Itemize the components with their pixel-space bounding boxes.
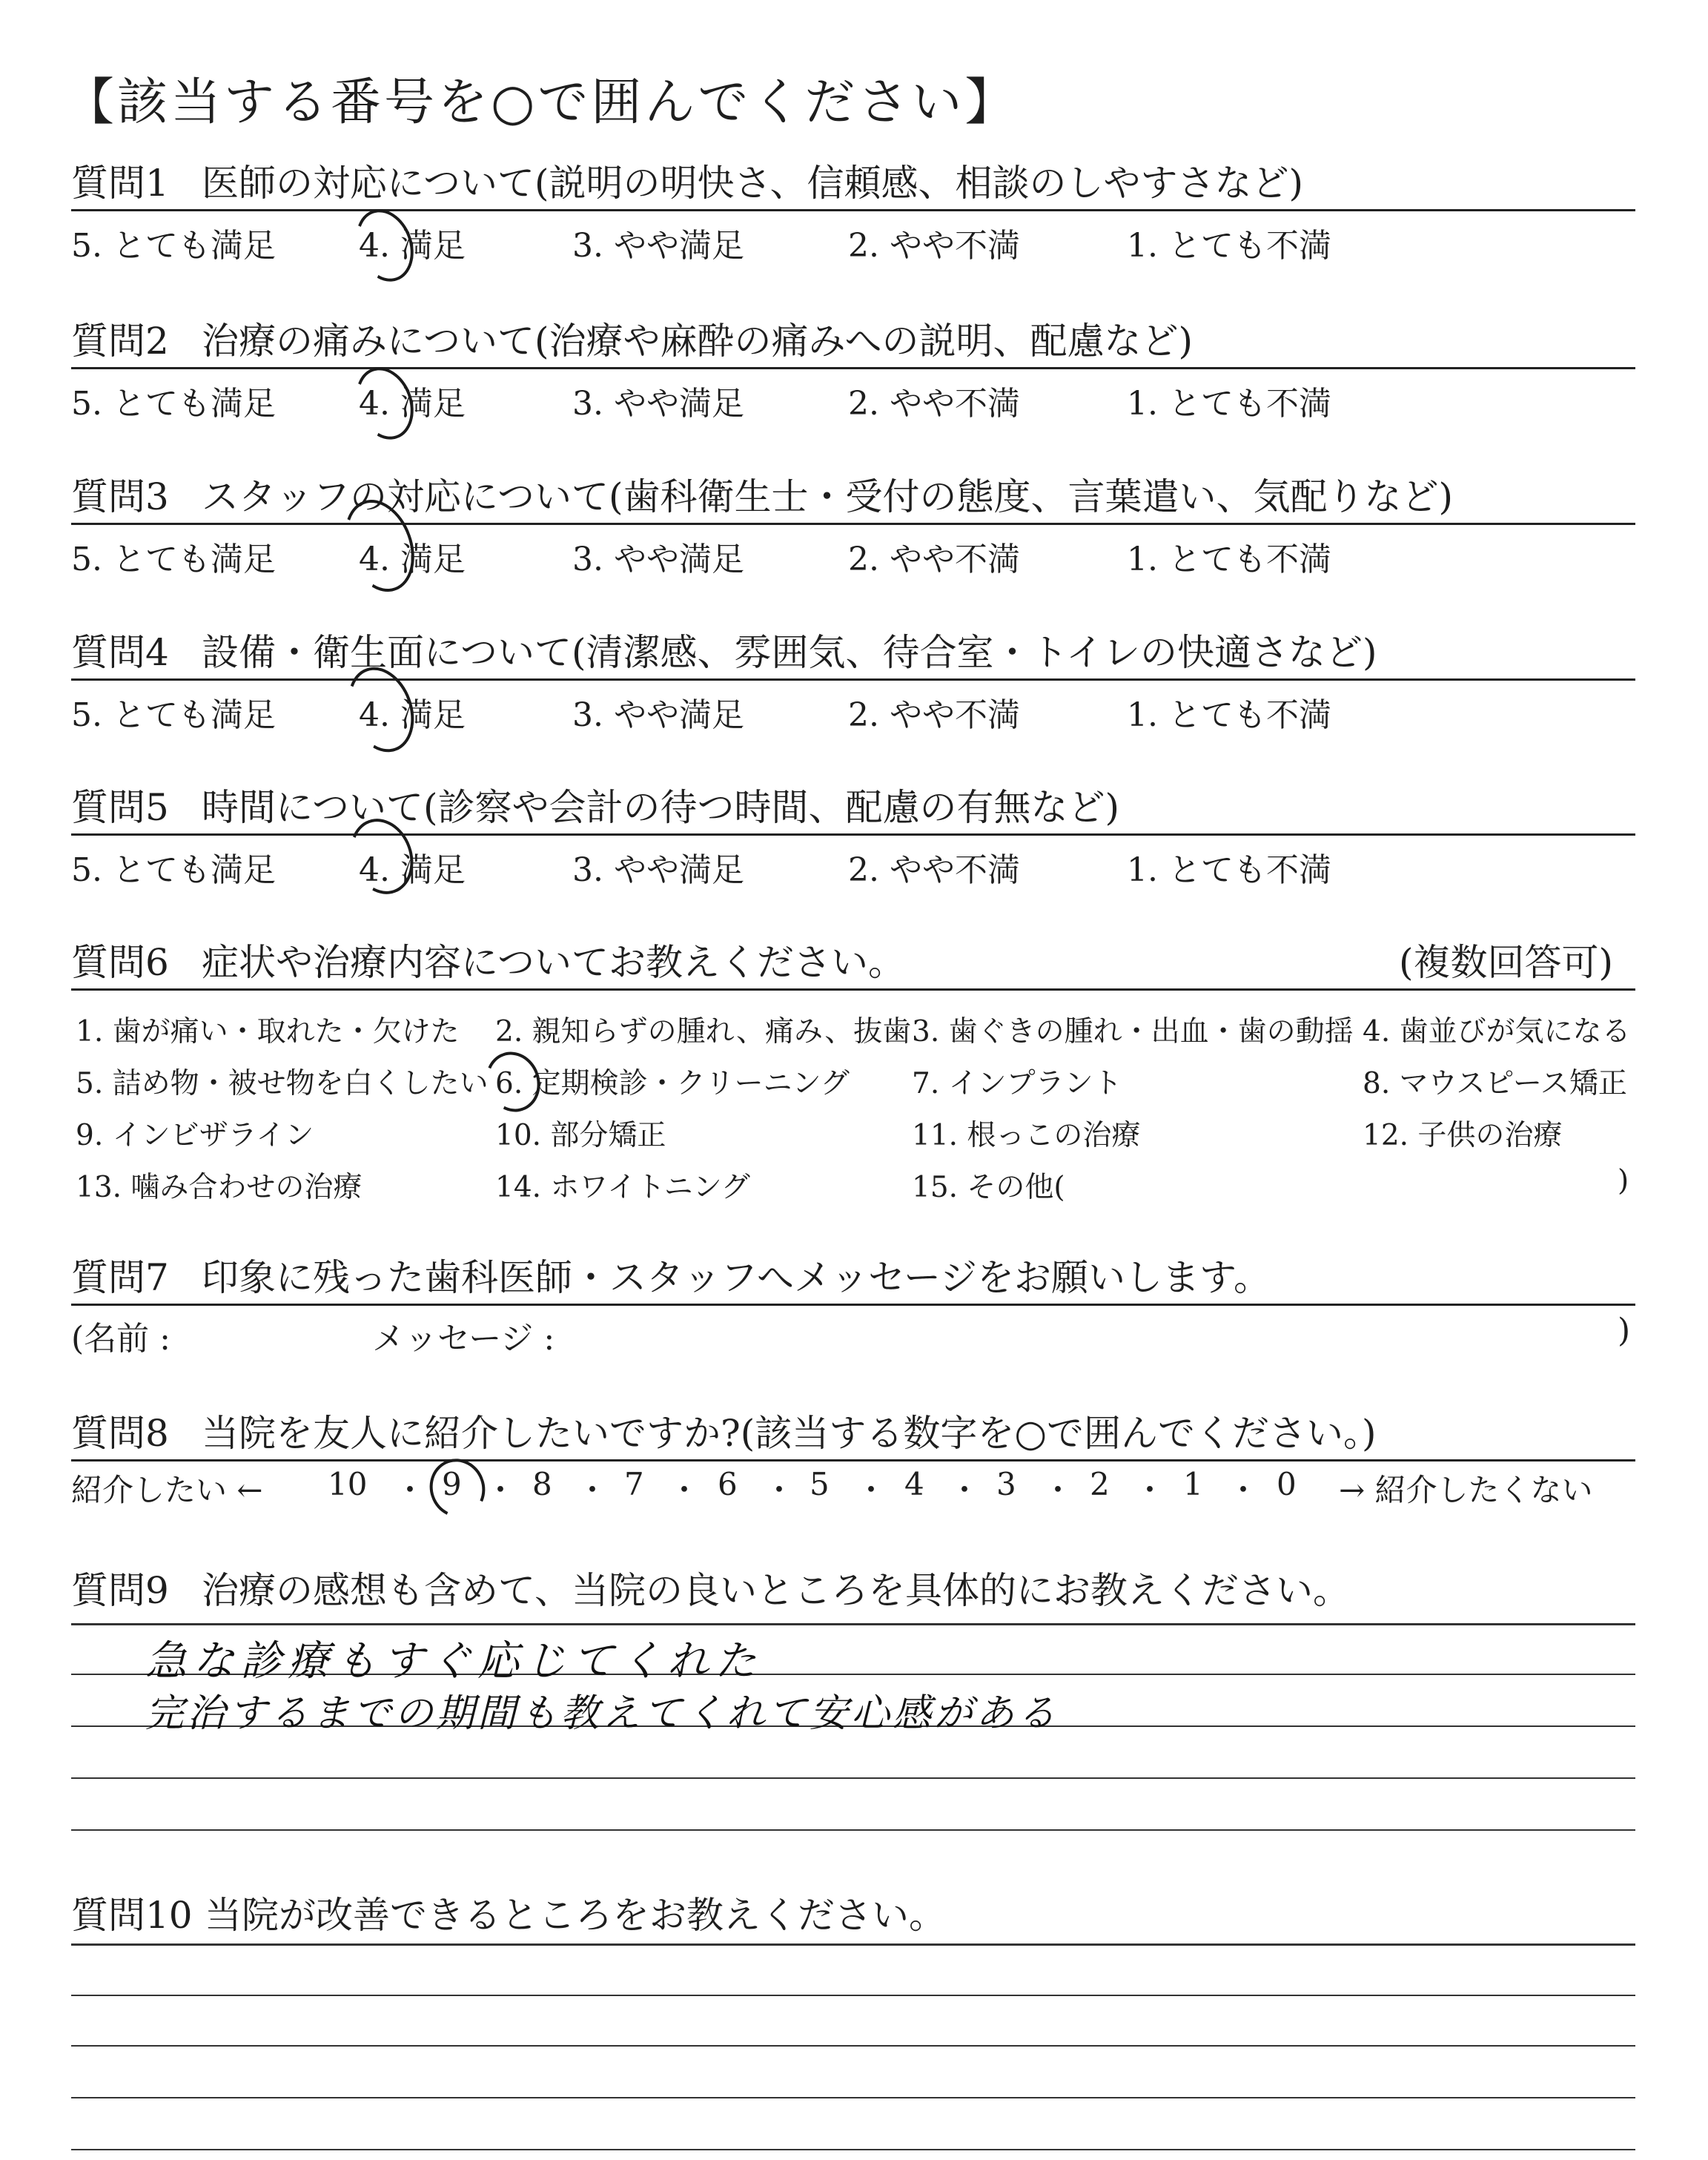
selection-circle: [346, 359, 423, 447]
question-2: [71, 315, 1643, 421]
answer-line: [71, 2045, 1635, 2047]
symptom-option[interactable]: 7. インプラント: [912, 1067, 1122, 1100]
question-1: [71, 157, 1643, 263]
rating-options: [71, 681, 1643, 733]
symptom-option[interactable]: 9. インビザライン: [76, 1119, 314, 1152]
option-1[interactable]: 1. とても不満: [1127, 385, 1331, 423]
symptom-option[interactable]: 6. 定期検診・クリーニング: [495, 1067, 850, 1100]
scale-dot: ・: [855, 1472, 887, 1508]
option-3[interactable]: 3. やや満足: [572, 696, 744, 734]
question-text: 当院を友人に紹介したいですか?(該当する数字を○で囲んでください。): [202, 1412, 1377, 1455]
scale-value-8[interactable]: 8: [532, 1466, 552, 1502]
question-6: [71, 937, 1643, 1213]
question-title: [71, 157, 1643, 209]
option-5[interactable]: 5. とても満足: [71, 696, 276, 734]
selection-circle: [422, 1451, 494, 1525]
scale-value-4[interactable]: 4: [904, 1466, 924, 1502]
question-number: 質問5: [71, 786, 169, 829]
question-number: 質問3: [71, 475, 169, 518]
other-close-paren: ): [1618, 1164, 1629, 1198]
question-number: 質問4: [71, 631, 169, 674]
question-number: 質問2: [71, 320, 169, 363]
scale-dot: ・: [1228, 1472, 1260, 1508]
option-5[interactable]: 5. とても満足: [71, 227, 276, 265]
option-1[interactable]: 1. とても不満: [1127, 696, 1331, 734]
scale-value-5[interactable]: 5: [810, 1466, 830, 1502]
message-label: メッセージ :: [372, 1320, 555, 1358]
question-number: 質問7: [71, 1256, 169, 1299]
question-number: 質問8: [71, 1412, 169, 1455]
handwritten-answer-line-2: 完治するまでの期間も教えてくれて安心感がある: [145, 1691, 1059, 1736]
scale-dot: ・: [394, 1472, 426, 1508]
answer-line: [71, 1777, 1635, 1779]
question-text: 治療の痛みについて(治療や麻酔の痛みへの説明、配慮など): [202, 320, 1194, 363]
scale-dot: ・: [764, 1472, 795, 1508]
option-4[interactable]: 4. 満足: [359, 227, 466, 265]
question-number: 質問6: [71, 941, 169, 984]
option-1[interactable]: 1. とても不満: [1127, 851, 1331, 889]
question-3: [71, 471, 1643, 577]
handwritten-answer-line-1: 急な診療もすぐ応じてくれた: [145, 1637, 762, 1685]
answer-line: [71, 1995, 1635, 1996]
question-title: [71, 1407, 1643, 1459]
option-3[interactable]: 3. やや満足: [572, 385, 744, 423]
scale-dot: ・: [669, 1472, 701, 1508]
question-text: 当院が改善できるところをお教えください。: [205, 1894, 946, 1937]
symptom-option[interactable]: 11. 根っこの治療: [912, 1119, 1141, 1152]
question-text: 印象に残った歯科医師・スタッフへメッセージをお願いします。: [202, 1256, 1271, 1299]
question-4: [71, 627, 1643, 733]
scale-value-3[interactable]: 3: [996, 1466, 1016, 1502]
option-2[interactable]: 2. やや不満: [848, 851, 1020, 889]
option-4[interactable]: 4. 満足: [359, 696, 466, 734]
scale-dot: ・: [485, 1472, 517, 1508]
scale-value-6[interactable]: 6: [718, 1466, 738, 1502]
question-title: [71, 1252, 1643, 1304]
page-title: 【該当する番号を○で囲んでください】: [64, 73, 1019, 132]
symptom-option[interactable]: 10. 部分矯正: [495, 1119, 666, 1152]
answer-line: [71, 1623, 1635, 1625]
question-text: 設備・衛生面について(清潔感、雰囲気、待合室・トイレの快適さなど): [202, 631, 1377, 674]
symptom-option[interactable]: 15. その他(: [912, 1171, 1065, 1204]
option-2[interactable]: 2. やや不満: [848, 385, 1020, 423]
option-5[interactable]: 5. とても満足: [71, 541, 276, 578]
option-2[interactable]: 2. やや不満: [848, 227, 1020, 265]
answer-line: [71, 2097, 1635, 2098]
option-5[interactable]: 5. とても満足: [71, 851, 276, 889]
question-title: [71, 782, 1643, 833]
scale-left-label: 紹介したい ←: [71, 1472, 263, 1508]
option-4[interactable]: 4. 満足: [359, 851, 466, 889]
message-close-paren: ): [1618, 1312, 1631, 1350]
option-5[interactable]: 5. とても満足: [71, 385, 276, 423]
symptom-option[interactable]: 12. 子供の治療: [1363, 1119, 1563, 1152]
question-7: [71, 1252, 1643, 1358]
scale-right-label: → 紹介したくない: [1339, 1472, 1593, 1508]
option-1[interactable]: 1. とても不満: [1127, 227, 1331, 265]
question-text: 症状や治療内容についてお教えください。: [202, 941, 905, 984]
rating-options: [71, 525, 1643, 577]
rating-options: [71, 369, 1643, 421]
scale-dot: ・: [577, 1472, 609, 1508]
question-number: 質問1: [71, 162, 169, 205]
question-text: 治療の感想も含めて、当院の良いところを具体的にお教えください。: [202, 1569, 1350, 1612]
scale-value-9[interactable]: 9: [442, 1466, 462, 1502]
option-3[interactable]: 3. やや満足: [572, 851, 744, 889]
multiple-answer-note: (複数回答可): [1398, 941, 1613, 984]
symptom-option[interactable]: 8. マウスピース矯正: [1363, 1067, 1627, 1100]
question-8: [71, 1407, 1643, 1513]
scale-dot: ・: [1042, 1472, 1074, 1508]
scale-dot: ・: [949, 1472, 981, 1508]
answer-line: [71, 1829, 1635, 1831]
symptom-option[interactable]: 13. 噛み合わせの治療: [76, 1171, 363, 1204]
symptom-options: [71, 991, 1643, 1213]
answer-line: [71, 2149, 1635, 2150]
symptom-option[interactable]: 1. 歯が痛い・取れた・欠けた: [76, 1015, 460, 1048]
rating-options: [71, 836, 1643, 888]
question-title: [71, 627, 1643, 678]
scale-value-10[interactable]: 10: [328, 1466, 368, 1502]
option-1[interactable]: 1. とても不満: [1127, 541, 1331, 578]
question-number: 質問10: [71, 1894, 193, 1937]
question-text: 時間について(診察や会計の待つ時間、配慮の有無など): [202, 786, 1120, 829]
question-text: スタッフの対応について(歯科衛生士・受付の態度、言葉遣い、気配りなど): [202, 475, 1454, 518]
option-3[interactable]: 3. やや満足: [572, 541, 744, 578]
message-row: [71, 1306, 1643, 1358]
option-2[interactable]: 2. やや不満: [848, 696, 1020, 734]
symptom-option[interactable]: 4. 歯並びが気になる: [1363, 1015, 1631, 1048]
scale-dot: ・: [1134, 1472, 1166, 1508]
question-title: [71, 471, 1643, 523]
scale-value-0[interactable]: 0: [1277, 1466, 1297, 1502]
scale-value-7[interactable]: 7: [624, 1466, 644, 1502]
rating-options: [71, 211, 1643, 263]
scale-value-2[interactable]: 2: [1090, 1466, 1110, 1502]
question-text: 医師の対応について(説明の明快さ、信頼感、相談のしやすさなど): [202, 162, 1304, 205]
option-2[interactable]: 2. やや不満: [848, 541, 1020, 578]
selection-circle: [346, 201, 423, 289]
option-4[interactable]: 4. 満足: [359, 385, 466, 423]
answer-line: [71, 1943, 1635, 1946]
option-3[interactable]: 3. やや満足: [572, 227, 744, 265]
symptom-option[interactable]: 14. ホワイトニング: [495, 1171, 750, 1204]
question-title: [71, 1889, 1643, 1941]
symptom-option[interactable]: 3. 歯ぐきの腫れ・出血・歯の動揺: [912, 1015, 1354, 1048]
name-label: (名前 :: [71, 1320, 171, 1358]
question-title: [71, 937, 1643, 988]
question-number: 質問9: [71, 1569, 169, 1612]
recommend-scale: [71, 1462, 1643, 1513]
symptom-option[interactable]: 2. 親知らずの腫れ、痛み、抜歯: [495, 1015, 912, 1048]
symptom-option[interactable]: 5. 詰め物・被せ物を白くしたい: [76, 1067, 489, 1100]
question-5: [71, 782, 1643, 888]
scale-value-1[interactable]: 1: [1183, 1466, 1203, 1502]
question-title: [71, 1565, 1643, 1616]
question-title: [71, 315, 1643, 367]
question-9: [71, 1565, 1643, 1616]
selection-circle: [477, 1044, 549, 1120]
option-4[interactable]: 4. 満足: [359, 541, 466, 578]
question-10: [71, 1889, 1643, 1941]
